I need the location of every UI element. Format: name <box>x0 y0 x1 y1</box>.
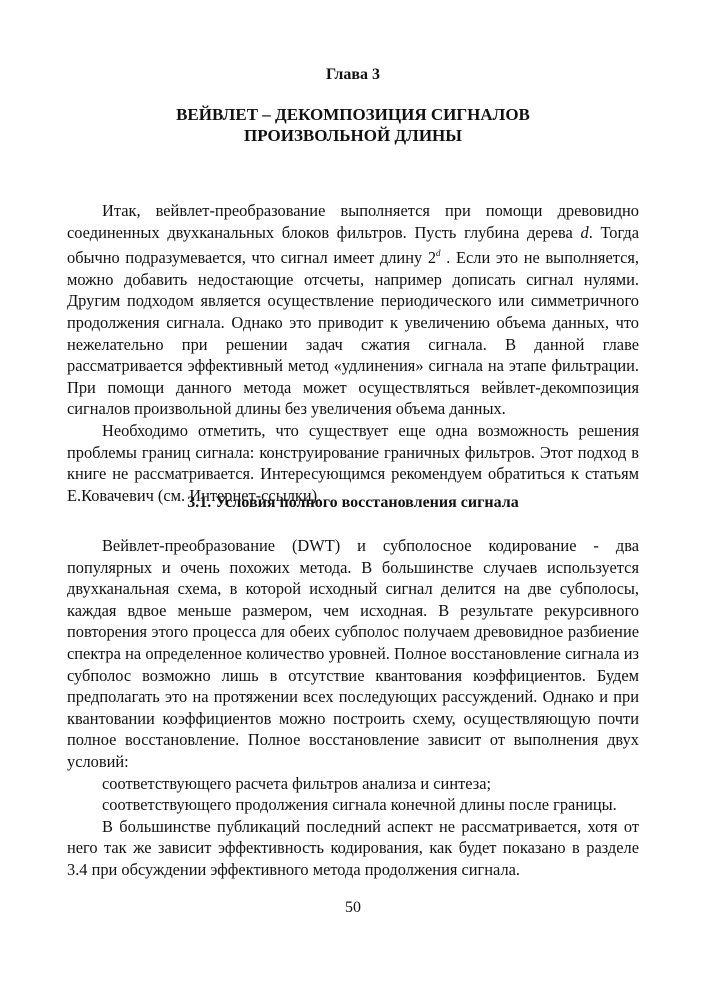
intro-paragraph-1-part-c: . Если это не выполняется, можно добавить недостающие отсчеты, например дописать сигнал нулями. Другим подходом является осуществление периодического или симметричного продолжения сигнала. Однако это приводит к увеличению объема данных, что нежелательно при решении задач сжатия сигнала. В данной главе рассматривается эффективный метод «удлинения» сигнала на этапе фильтрации. При помощи данного метода может осуществляться вейвлет-декомпозиция сигналов произвольной длины без увеличения объема данных. <box>67 248 639 419</box>
section-paragraph-2: В большинстве публикаций последний аспект не рассматривается, хотя от него так же зависит эффективность кодирования, как будет показано в разделе 3.4 при обсуждении эффективного метода продолжения сигнала. <box>67 816 639 879</box>
page-number: 50 <box>345 899 361 916</box>
condition-item-2: соответствующего продолжения сигнала конечной длины после границы. <box>102 795 617 815</box>
chapter-title-line-2: ПРОИЗВОЛЬНОЙ ДЛИНЫ <box>244 126 462 145</box>
chapter-label: Глава 3 <box>326 66 380 83</box>
chapter-title-line-1: ВЕЙВЛЕТ – ДЕКОМПОЗИЦИЯ СИГНАЛОВ <box>176 105 530 124</box>
condition-item-1: соответствующего расчета фильтров анализа и синтеза; <box>102 773 492 793</box>
section-text <box>67 535 639 881</box>
intro-paragraph-1 <box>67 200 639 420</box>
chapter-title <box>0 104 706 146</box>
section-paragraph-1: Вейвлет-преобразование (DWT) и субполосное кодирование - два популярных и очень похожих метода. В большинстве случаев используется двухканальная схема, в которой исходный сигнал делится на две субполосы, каждая вдвое меньше размером, чем исходная. В результате рекурсивного повторения этого процесса для обеих субполос получаем древовидное разбиение спектра на определенное количество уровней. Полное восстановление сигнала из субполос возможно лишь в отсутствие квантования коэффициентов. Будем предполагать это на протяжении всех последующих рассуждений. Однако и при квантовании коэффициентов можно построить схему, осуществляющую почти полное восстановление. Полное восстановление зависит от выполнения двух условий: <box>67 536 639 771</box>
depth-variable: d <box>580 222 589 242</box>
section-heading: 3.1. Условия полного восстановления сигнала <box>187 494 519 511</box>
intro-paragraph-1-part-b: . Тогда обычно подразумевается, что сигнал имеет длину 2 <box>67 222 639 268</box>
intro-paragraph-1-part-a: Итак, вейвлет-преобразование выполняется при помощи древовидно соединенных двухканальных блоков фильтров. Пусть глубина дерева <box>67 201 639 242</box>
intro-text <box>67 200 639 506</box>
intro-paragraph-2: Необходимо отметить, что существует еще одна возможность решения проблемы границ сигнала: конструирование граничных фильтров. Этот подход в книге не рассматривается. Интересующимся рекомендуем обратиться к статьям Е.Ковачевич (см. Интернет-ссылки). <box>67 420 639 505</box>
length-exponent: d <box>436 248 441 259</box>
